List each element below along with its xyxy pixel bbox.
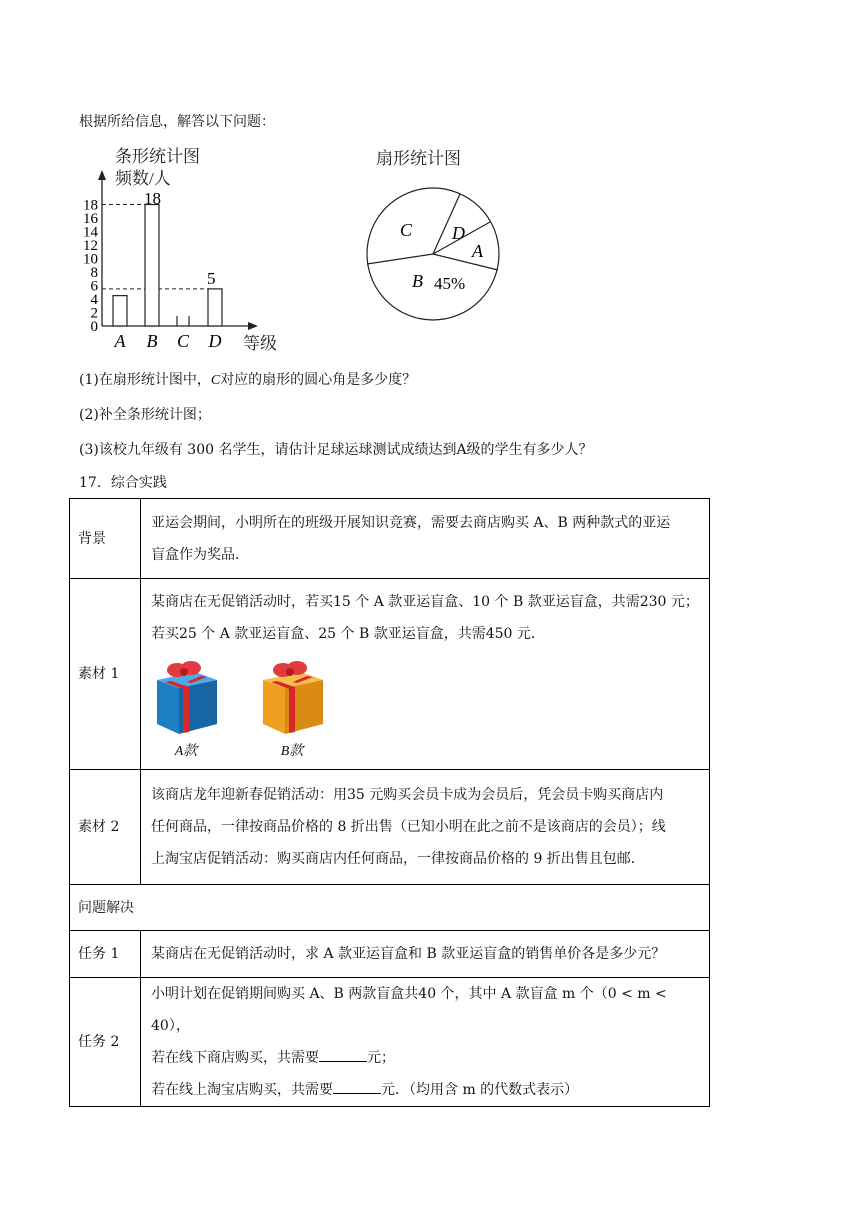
question-2: (2)补全条形统计图； xyxy=(79,407,211,423)
bar-label-d: 5 xyxy=(207,269,216,288)
question-1-text: (1)在扇形统计图中， xyxy=(79,372,211,388)
question-3: (3)该校九年级有 300 名学生，请估计足球运球测试成绩达到A级的学生有多少人？ xyxy=(79,442,593,458)
row-task-2 xyxy=(70,978,710,1107)
cell-material-2 xyxy=(141,770,710,885)
pie-label-b-percent: 45% xyxy=(434,274,466,293)
answer-blank-online[interactable] xyxy=(333,1077,381,1094)
material-2-line-2: 任何商品，一律按商品价格的 8 折出售（已知小明在此之前不是该商店的会员）；线 xyxy=(151,819,666,835)
bars xyxy=(113,205,222,327)
task-2-line-2-text: 若在线下商店购买，共需要 xyxy=(151,1050,319,1066)
y-tick-label: 8 xyxy=(90,265,98,281)
x-category-b: B xyxy=(146,331,158,351)
row-background xyxy=(70,499,710,579)
gift-a-label: A款 xyxy=(174,744,198,759)
y-ticks xyxy=(83,198,99,336)
cell-task-2 xyxy=(141,978,710,1107)
label-problem-solving: 问题解决 xyxy=(70,885,710,931)
pie-chart-title: 扇形统计图 xyxy=(376,149,461,168)
cell-background xyxy=(141,499,710,579)
y-tick-label: 0 xyxy=(90,319,98,335)
x-categories xyxy=(114,331,222,351)
task-2-line-3-end: 元．（均用含 m 的代数式表示） xyxy=(381,1082,579,1098)
label-material-1: 素材 1 xyxy=(70,579,141,770)
material-2-line-1: 该商店龙年迎新春促销活动：用35 元购买会员卡成为会员后，凭会员卡购买商店内 xyxy=(151,787,664,803)
background-line-2: 盲盒作为奖品． xyxy=(151,546,249,563)
task-2-line-3 xyxy=(151,1074,699,1106)
gift-b-icon xyxy=(257,656,327,736)
answer-blank-offline[interactable] xyxy=(319,1045,367,1062)
pie-label-a: A xyxy=(472,241,483,261)
pie-label-d: D xyxy=(452,223,465,243)
cell-material-1 xyxy=(141,579,710,770)
y-tick-label: 6 xyxy=(90,278,98,295)
label-task-1: 任务 1 xyxy=(70,931,141,978)
row-task-1 xyxy=(70,931,710,978)
task-2-line-3-text: 若在线上淘宝店购买，共需要 xyxy=(151,1082,333,1098)
label-material-2: 素材 2 xyxy=(70,770,141,885)
gift-b xyxy=(257,656,327,762)
y-tick-label: 12 xyxy=(83,238,98,254)
bar-d xyxy=(208,289,222,326)
pie-label-b: B xyxy=(412,271,423,291)
background-line-1: 亚运会期间，小明所在的班级开展知识竞赛，需要去商店购买 A、B 两种款式的亚运 xyxy=(151,514,671,531)
x-axis-arrow xyxy=(248,322,258,330)
y-tick-label: 16 xyxy=(83,211,98,227)
bar-label-b: 18 xyxy=(144,189,161,208)
question-1 xyxy=(79,370,416,391)
y-tick-label: 4 xyxy=(90,292,98,308)
question-1-var: C xyxy=(210,373,221,388)
row-material-1 xyxy=(70,579,710,770)
bar-a xyxy=(113,296,127,326)
y-axis-arrow xyxy=(98,170,106,180)
bar-chart-ylabel: 频数/人 xyxy=(115,169,171,188)
y-tick-label: 2 xyxy=(90,305,98,322)
section-title: 17．综合实践 xyxy=(79,475,167,491)
material-2-line-3: 上淘宝店促销活动：购买商店内任何商品，一律按商品价格的 9 折出售且包邮． xyxy=(151,851,645,867)
bar-b xyxy=(145,205,159,327)
y-tick-label: 14 xyxy=(83,224,98,241)
pie-label-c: C xyxy=(400,220,413,240)
bar-chart-title: 条形统计图 xyxy=(115,147,200,166)
gift-a xyxy=(151,656,221,762)
pie-chart xyxy=(360,140,520,340)
label-task-2: 任务 2 xyxy=(70,978,141,1107)
x-category-d: D xyxy=(208,331,222,351)
practice-table xyxy=(69,498,710,1107)
bar-chart xyxy=(80,140,290,360)
x-category-c: C xyxy=(176,331,190,351)
label-background: 背景 xyxy=(70,499,141,579)
task-2-line-2 xyxy=(151,1042,699,1074)
task-2-line-2-end: 元； xyxy=(367,1050,395,1066)
cell-task-1: 某商店在无促销活动时，求 A 款亚运盲盒和 B 款亚运盲盒的销售单价各是多少元？ xyxy=(141,931,710,978)
question-1-text-end: 对应的扇形的圆心角是多少度？ xyxy=(220,372,417,388)
bar-chart-xlabel: 等级 xyxy=(243,334,277,353)
row-material-2 xyxy=(70,770,710,885)
gift-images xyxy=(151,656,699,762)
gift-a-icon xyxy=(151,656,221,736)
task-2-line-1: 小明计划在促销期间购买 A、B 两款盲盒共40 个，其中 A 款盲盒 m 个（0 < m < 40）， xyxy=(151,986,667,1034)
x-category-a: A xyxy=(114,331,126,351)
y-tick-label: 10 xyxy=(83,251,98,268)
row-problem-solving xyxy=(70,885,710,931)
gift-b-label: B款 xyxy=(280,744,304,759)
material-1-line-2: 若买25 个 A 款亚运盲盒、25 个 B 款亚运盲盒，共需450 元． xyxy=(151,626,545,642)
material-1-line-1: 某商店在无促销活动时，若买15 个 A 款亚运盲盒、10 个 B 款亚运盲盒，共需230 元； xyxy=(151,594,699,610)
intro-text: 根据所给信息，解答以下问题： xyxy=(79,114,275,130)
y-tick-label: 18 xyxy=(83,197,98,214)
